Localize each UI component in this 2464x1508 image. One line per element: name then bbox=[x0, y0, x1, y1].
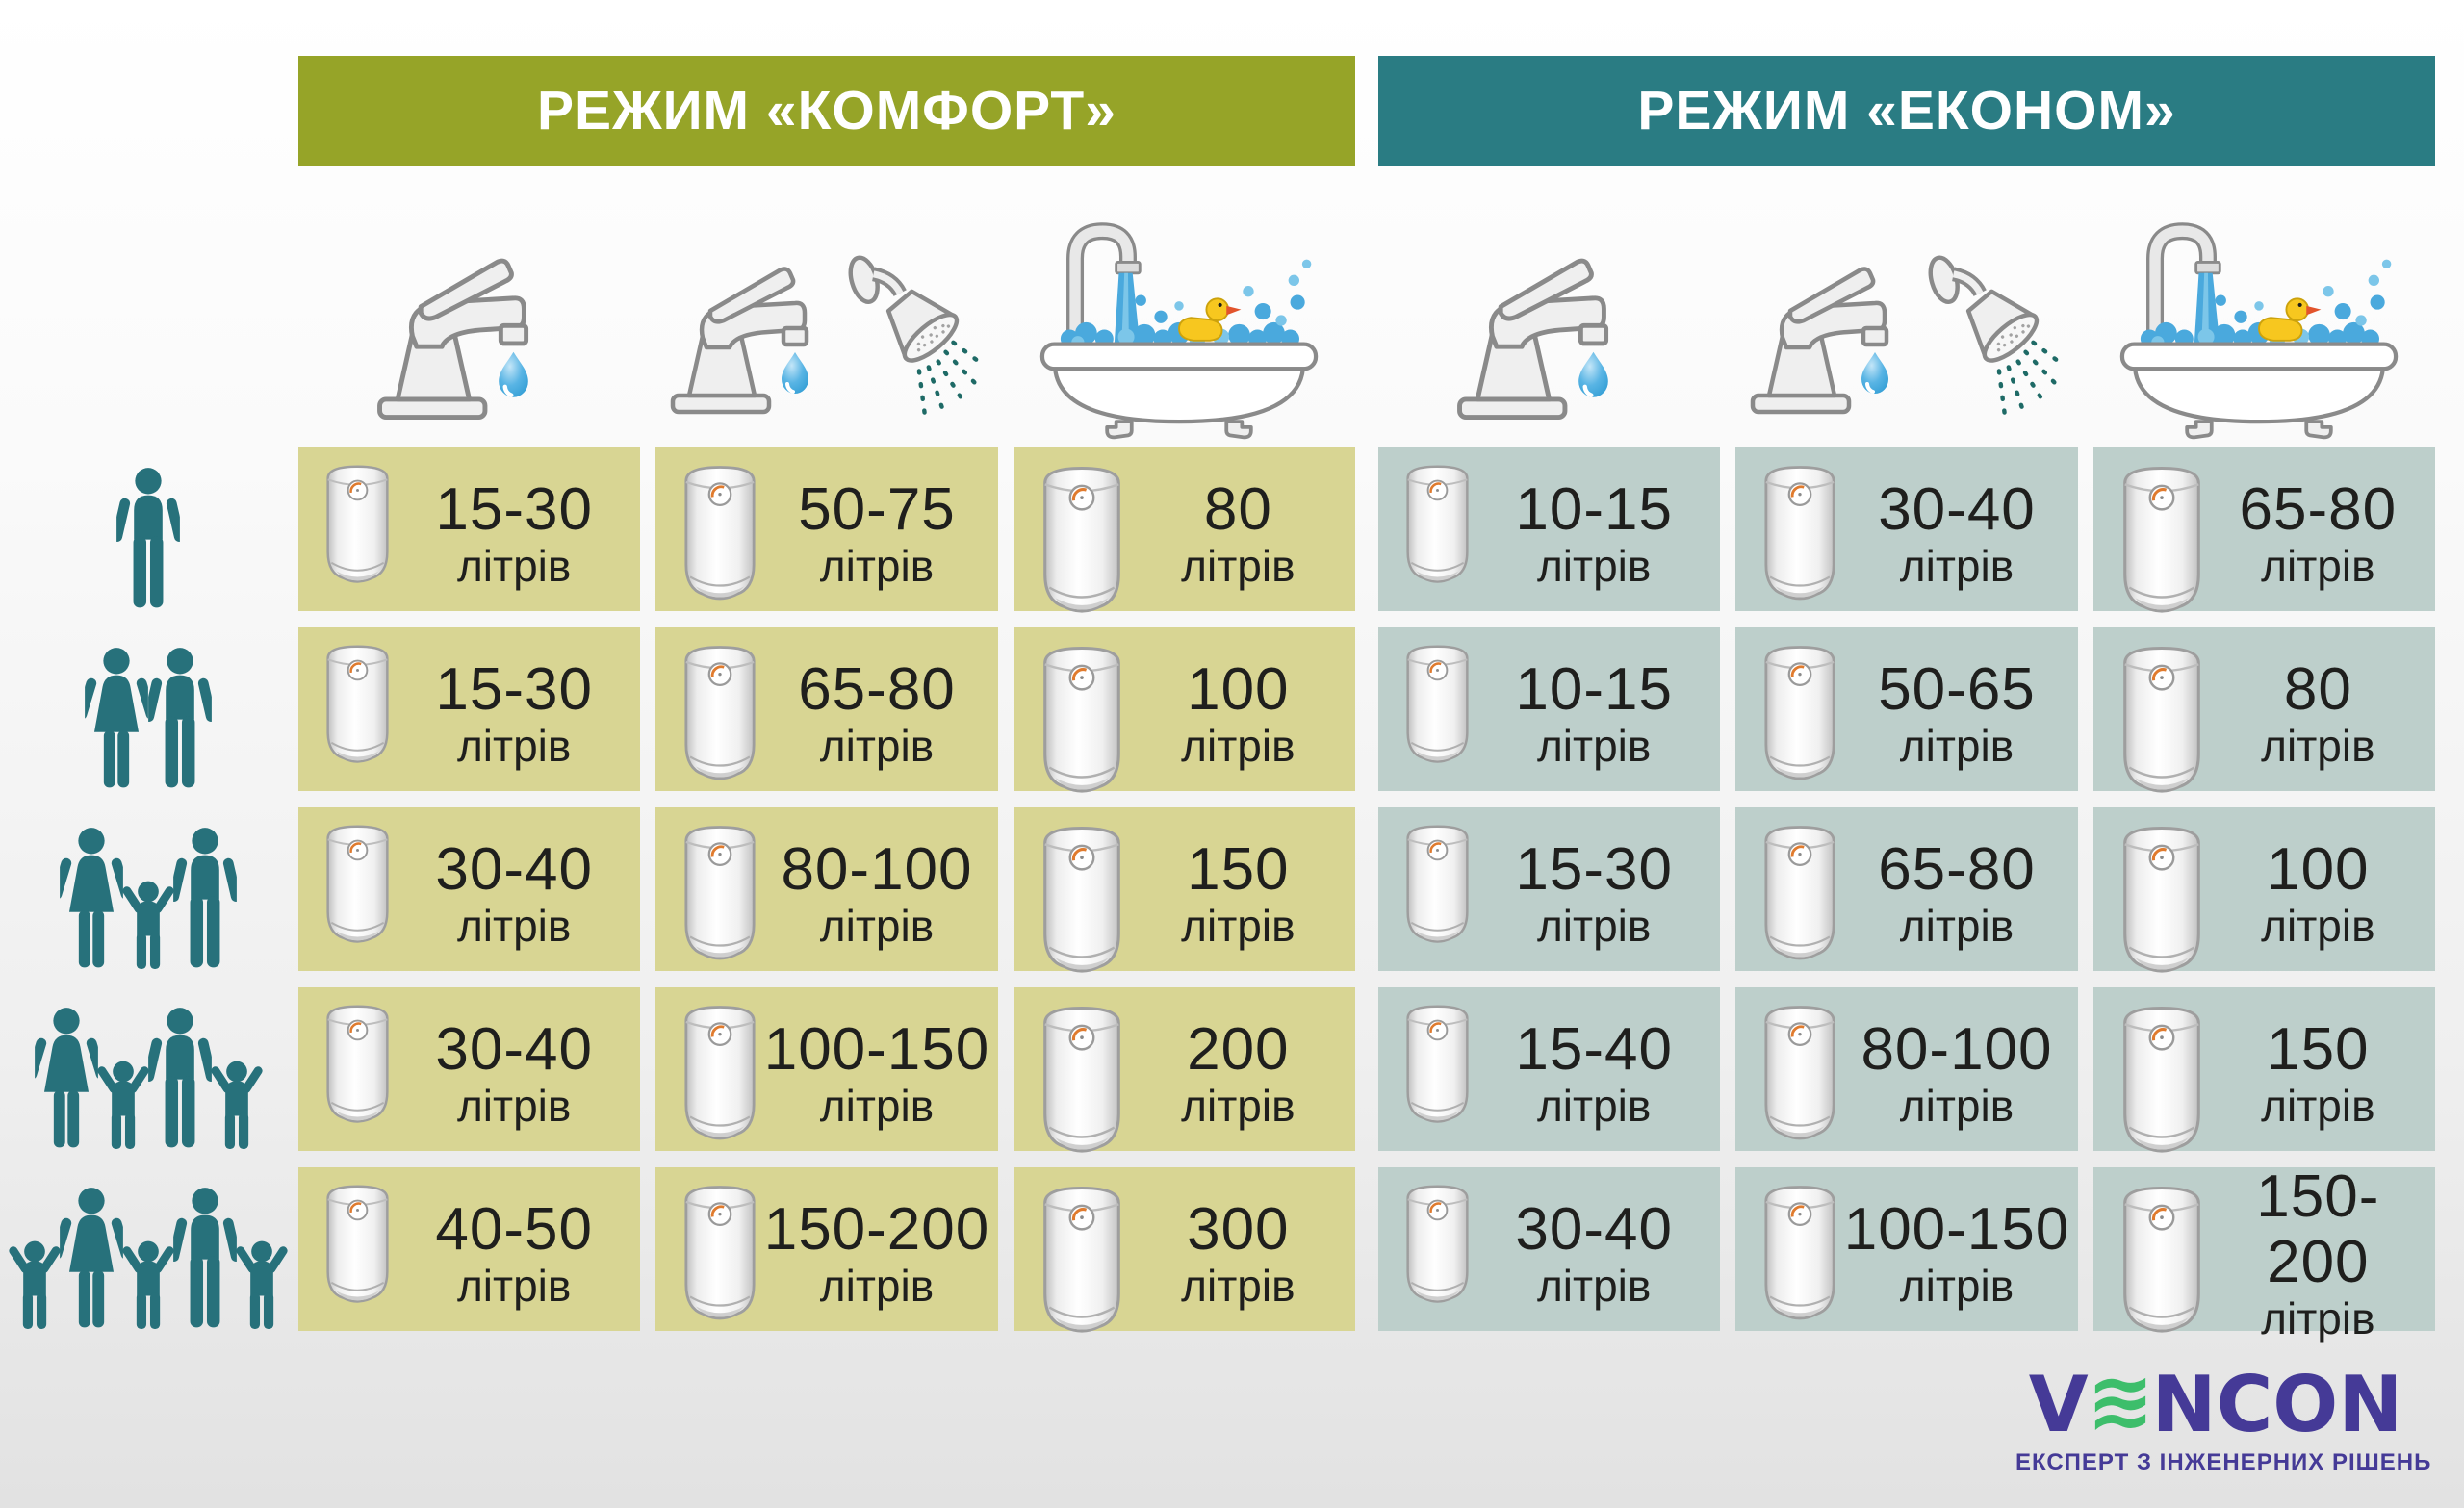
cell-comfort-r4-bath bbox=[1014, 987, 1355, 1151]
boiler-icon bbox=[1399, 459, 1476, 588]
cell-comfort-r5-shower bbox=[655, 1167, 997, 1331]
comfort-capacity-table bbox=[298, 447, 1355, 1331]
cell-econom-r3-bath bbox=[2093, 807, 2435, 971]
person-woman-icon bbox=[60, 827, 123, 969]
boiler-icon bbox=[2115, 459, 2209, 619]
liters-label: літрів bbox=[456, 540, 572, 591]
capacity-value: 30-40 bbox=[1515, 1195, 1673, 1263]
person-woman-icon bbox=[60, 1187, 123, 1329]
person-man-icon bbox=[148, 647, 212, 789]
logo-letter-v: V bbox=[2028, 1360, 2089, 1449]
family-row-5-persons bbox=[0, 1167, 296, 1331]
cell-econom-r4-faucet bbox=[1378, 987, 1720, 1151]
liters-label: літрів bbox=[1536, 540, 1652, 591]
cell-econom-r1-shower bbox=[1735, 447, 2077, 611]
boiler-icon bbox=[1035, 819, 1129, 979]
logo-tagline: ЕКСПЕРТ З ІНЖЕНЕРНИХ РІШЕНЬ bbox=[2015, 1449, 2432, 1475]
liters-label: літрів bbox=[456, 900, 572, 951]
comfort-usage-icons bbox=[298, 168, 1355, 447]
liters-label: літрів bbox=[819, 900, 935, 951]
capacity-value: 10-15 bbox=[1515, 475, 1673, 543]
boiler-icon bbox=[1757, 459, 1843, 605]
cell-comfort-r2-shower bbox=[655, 627, 997, 791]
capacity-value: 40-50 bbox=[435, 1195, 593, 1263]
faucet-shower-icon bbox=[1748, 238, 2066, 426]
liters-label: літрів bbox=[2261, 540, 2375, 591]
bathtub-duck-icon bbox=[2104, 200, 2414, 442]
capacity-value: 15-30 bbox=[1515, 835, 1673, 903]
boiler-icon bbox=[1035, 1179, 1129, 1339]
cell-comfort-r1-bath bbox=[1014, 447, 1355, 611]
liters-label: літрів bbox=[1181, 720, 1296, 771]
cell-econom-r1-bath bbox=[2093, 447, 2435, 611]
cell-comfort-r1-faucet bbox=[298, 447, 640, 611]
cell-comfort-r2-faucet bbox=[298, 627, 640, 791]
boiler-icon bbox=[1399, 1179, 1476, 1308]
boiler-icon bbox=[677, 819, 763, 965]
person-man-icon bbox=[148, 1007, 212, 1149]
boiler-icon bbox=[1399, 639, 1476, 768]
cell-econom-r4-bath bbox=[2093, 987, 2435, 1151]
capacity-value: 50-75 bbox=[798, 475, 956, 543]
person-woman-icon bbox=[35, 1007, 98, 1149]
wave-e-icon bbox=[2093, 1373, 2147, 1433]
boiler-icon bbox=[1035, 459, 1129, 619]
cell-econom-r3-shower bbox=[1735, 807, 2077, 971]
person-child-icon bbox=[8, 1240, 62, 1329]
boiler-icon bbox=[1757, 819, 1843, 965]
cell-comfort-r3-bath bbox=[1014, 807, 1355, 971]
cell-econom-r1-faucet bbox=[1378, 447, 1720, 611]
liters-label: літрів bbox=[456, 1260, 572, 1311]
capacity-value: 300 bbox=[1187, 1195, 1290, 1263]
liters-label: літрів bbox=[1181, 540, 1296, 591]
capacity-value: 80 bbox=[2283, 655, 2352, 723]
boiler-icon bbox=[320, 1179, 396, 1308]
capacity-value: 65-80 bbox=[798, 655, 956, 723]
capacity-value: 80-100 bbox=[1861, 1015, 2053, 1083]
cell-econom-r2-faucet bbox=[1378, 627, 1720, 791]
capacity-value: 50-65 bbox=[1878, 655, 2036, 723]
boiler-icon bbox=[2115, 639, 2209, 799]
liters-label: літрів bbox=[1899, 720, 2015, 771]
liters-label: літрів bbox=[2261, 1293, 2375, 1344]
capacity-value: 100-150 bbox=[763, 1015, 990, 1083]
capacity-value: 65-80 bbox=[2239, 475, 2398, 543]
capacity-value: 200 bbox=[1187, 1015, 1290, 1083]
boiler-icon bbox=[677, 639, 763, 785]
capacity-value: 30-40 bbox=[435, 835, 593, 903]
liters-label: літрів bbox=[819, 540, 935, 591]
boiler-icon bbox=[1757, 1179, 1843, 1325]
liters-label: літрів bbox=[1181, 1260, 1296, 1311]
person-man-icon bbox=[173, 1187, 237, 1329]
cell-comfort-r5-faucet bbox=[298, 1167, 640, 1331]
cell-comfort-r5-bath bbox=[1014, 1167, 1355, 1331]
boiler-icon bbox=[677, 999, 763, 1145]
person-woman-icon bbox=[85, 647, 148, 789]
capacity-value: 100 bbox=[1187, 655, 1290, 723]
liters-label: літрів bbox=[819, 1260, 935, 1311]
capacity-value: 15-40 bbox=[1515, 1015, 1673, 1083]
boiler-icon bbox=[1757, 999, 1843, 1145]
logo-letters-ncon: NCON bbox=[2151, 1360, 2403, 1449]
liters-label: літрів bbox=[1536, 1080, 1652, 1131]
boiler-icon bbox=[1035, 999, 1129, 1159]
capacity-value: 65-80 bbox=[1878, 835, 2036, 903]
cell-econom-r5-bath bbox=[2093, 1163, 2435, 1344]
boiler-icon bbox=[320, 819, 396, 948]
liters-label: літрів bbox=[819, 1080, 935, 1131]
person-child-icon bbox=[235, 1240, 289, 1329]
liters-label: літрів bbox=[1899, 540, 2015, 591]
liters-label: літрів bbox=[1899, 1260, 2015, 1311]
person-man-icon bbox=[116, 467, 180, 609]
family-row-1-person bbox=[0, 447, 296, 611]
capacity-value: 80-100 bbox=[781, 835, 973, 903]
econom-usage-icons bbox=[1378, 168, 2435, 447]
cell-econom-r4-shower bbox=[1735, 987, 2077, 1151]
cell-econom-r3-faucet bbox=[1378, 807, 1720, 971]
cell-comfort-r4-faucet bbox=[298, 987, 640, 1151]
capacity-value: 10-15 bbox=[1515, 655, 1673, 723]
cell-comfort-r3-shower bbox=[655, 807, 997, 971]
liters-label: літрів bbox=[2261, 900, 2375, 951]
faucet-drop-icon bbox=[1454, 243, 1655, 422]
boiler-icon bbox=[1399, 999, 1476, 1128]
liters-label: літрів bbox=[2261, 1080, 2375, 1131]
capacity-value: 100 bbox=[2267, 835, 2370, 903]
capacity-value: 80 bbox=[1203, 475, 1272, 543]
faucet-drop-icon bbox=[374, 243, 575, 422]
boiler-icon bbox=[320, 639, 396, 768]
boiler-icon bbox=[1035, 639, 1129, 799]
econom-mode-header: РЕЖИМ «ЕКОНОМ» bbox=[1378, 56, 2435, 166]
person-child-icon bbox=[121, 1240, 175, 1329]
comfort-mode-header: РЕЖИМ «КОМФОРТ» bbox=[298, 56, 1355, 166]
capacity-value: 15-30 bbox=[435, 475, 593, 543]
liters-label: літрів bbox=[1181, 1080, 1296, 1131]
person-child-icon bbox=[96, 1061, 150, 1149]
capacity-value: 150-200 bbox=[763, 1195, 990, 1263]
liters-label: літрів bbox=[456, 720, 572, 771]
cell-comfort-r1-shower bbox=[655, 447, 997, 611]
capacity-value: 150 bbox=[2267, 1015, 2370, 1083]
cell-comfort-r4-shower bbox=[655, 987, 997, 1151]
person-child-icon bbox=[121, 881, 175, 969]
vencon-wordmark bbox=[2015, 1360, 2416, 1449]
capacity-value: 30-40 bbox=[1878, 475, 2036, 543]
liters-label: літрів bbox=[1536, 720, 1652, 771]
econom-capacity-table bbox=[1378, 447, 2435, 1344]
liters-label: літрів bbox=[819, 720, 935, 771]
boiler-icon bbox=[320, 459, 396, 588]
liters-label: літрів bbox=[1181, 900, 1296, 951]
liters-label: літрів bbox=[1536, 1260, 1652, 1311]
vencon-logo bbox=[2015, 1360, 2432, 1476]
faucet-shower-icon bbox=[668, 238, 986, 426]
liters-label: літрів bbox=[2261, 720, 2375, 771]
cell-econom-r5-faucet bbox=[1378, 1167, 1720, 1331]
bathtub-duck-icon bbox=[1024, 200, 1334, 442]
boiler-icon bbox=[2115, 1179, 2209, 1339]
boiler-icon bbox=[677, 1179, 763, 1325]
person-man-icon bbox=[173, 827, 237, 969]
boiler-icon bbox=[320, 999, 396, 1128]
capacity-value: 30-40 bbox=[435, 1015, 593, 1083]
cell-econom-r5-shower bbox=[1735, 1167, 2077, 1331]
person-child-icon bbox=[210, 1061, 264, 1149]
cell-econom-r2-bath bbox=[2093, 627, 2435, 791]
liters-label: літрів bbox=[1536, 900, 1652, 951]
cell-comfort-r3-faucet bbox=[298, 807, 640, 971]
cell-comfort-r2-bath bbox=[1014, 627, 1355, 791]
family-row-4-persons bbox=[0, 987, 296, 1151]
boiler-icon bbox=[2115, 819, 2209, 979]
family-row-3-persons bbox=[0, 807, 296, 971]
liters-label: літрів bbox=[1899, 900, 2015, 951]
boiler-icon bbox=[677, 459, 763, 605]
cell-econom-r2-shower bbox=[1735, 627, 2077, 791]
boiler-icon bbox=[2115, 999, 2209, 1159]
capacity-value: 100-150 bbox=[1843, 1195, 2070, 1263]
boiler-icon bbox=[1399, 819, 1476, 948]
family-row-2-persons bbox=[0, 627, 296, 791]
capacity-value: 15-30 bbox=[435, 655, 593, 723]
liters-label: літрів bbox=[456, 1080, 572, 1131]
liters-label: літрів bbox=[1899, 1080, 2015, 1131]
capacity-value: 150 bbox=[1187, 835, 1290, 903]
boiler-icon bbox=[1757, 639, 1843, 785]
capacity-value: 150-200 bbox=[2256, 1163, 2380, 1295]
